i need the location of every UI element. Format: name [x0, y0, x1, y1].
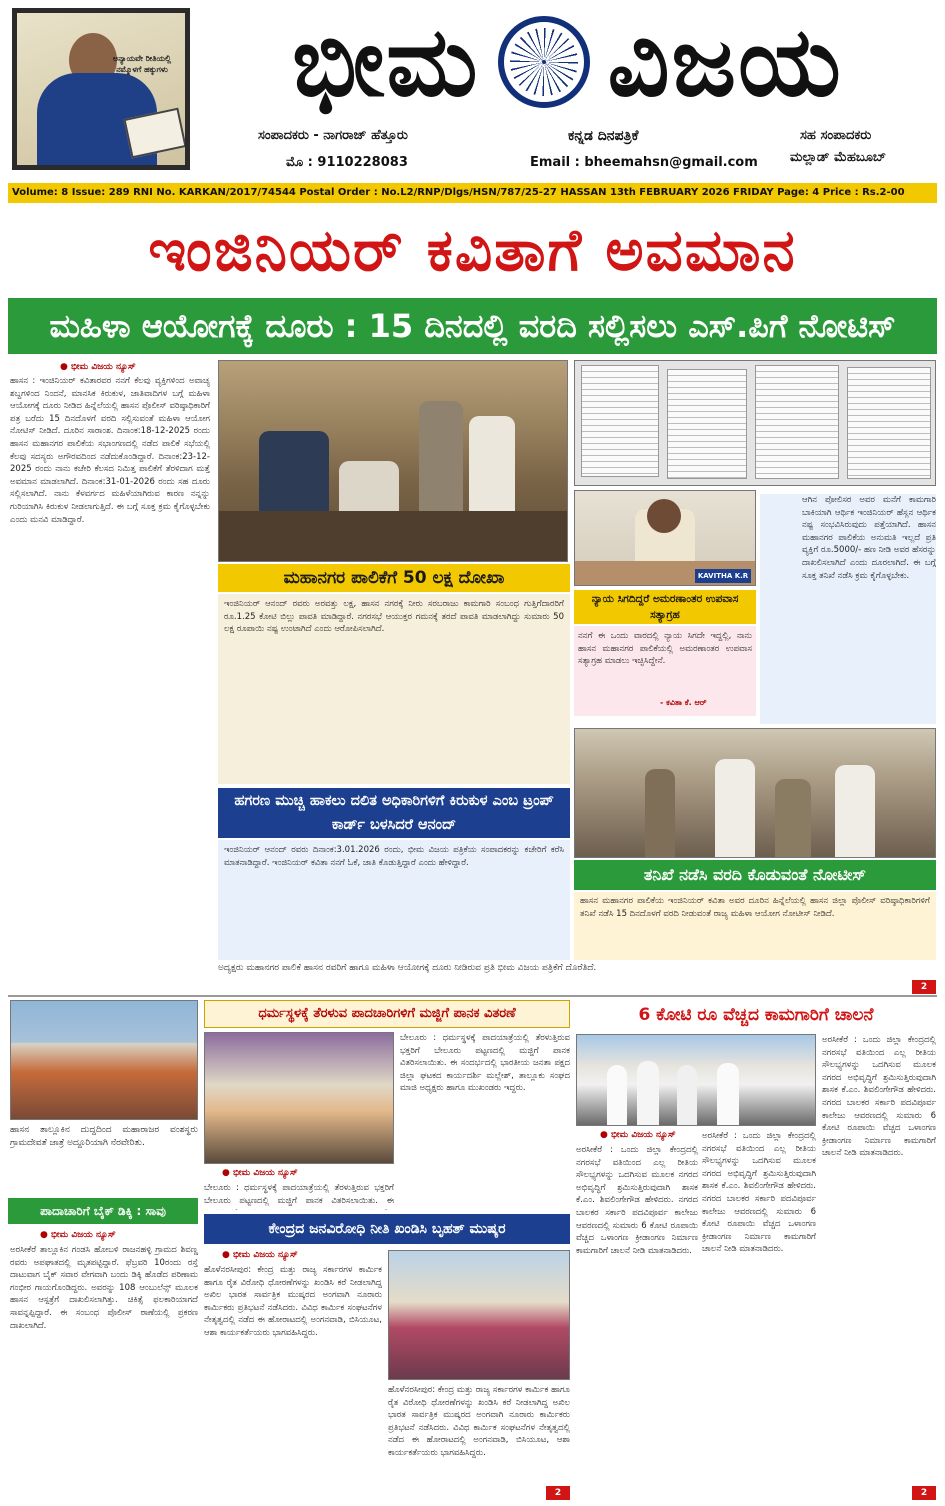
ashoka-chakra-icon — [498, 16, 590, 108]
continue-arrow-bottom[interactable]: 2 — [912, 1486, 936, 1500]
newspaper-logo — [205, 6, 930, 118]
logo-text-left: ಭೀಮ — [292, 5, 480, 118]
sub-headline: ಮಹಿಳಾ ಆಯೋಗಕ್ಕೆ ದೂರು : 15 ದಿನದಲ್ಲಿ ವರದಿ ಸಲ್ಲಿಸಲು ಎಸ್.ಪಿಗೆ ನೋಟಿಸ್ — [8, 298, 937, 354]
paper-type: ಕನ್ನಡ ದಿನಪತ್ರಿಕೆ — [568, 128, 639, 144]
sports-headline-bar: 6 ಕೋಟಿ ರೂ ವೆಚ್ಚದ ಕಾಮಗಾರಿಗೆ ಚಾಲನೆ — [638, 1005, 874, 1025]
strike-article-continued: ಹೊಳೆನರಸೀಪುರ: ಕೇಂದ್ರ ಮತ್ತು ರಾಜ್ಯ ಸರ್ಕಾರಗಳ ಕಾರ್ಮಿಕ ಹಾಗೂ ರೈತ ವಿರೋಧಿ ಧೋರಣೆಗಳನ್ನು ಖಂಡಿಸಿ ಕರೆ ನೀಡಲಾಗಿದ್ದ ಅಖಿಲ ಭಾರತ ಸಾರ್ವತ್ರಿಕ ಮುಷ್ಕರದ ಅಂಗವಾಗಿ ನೂರಾರು ಕಾರ್ಮಿಕರು ಪ್ರತಿಭಟನೆ ನಡೆಸಿದರು. ವಿವಿಧ ಕಾರ್ಮಿಕ ಸಂಘಟನೆಗಳ ನೇತೃತ್ವದಲ್ಲಿ ನಡೆದ ಈ ಹೋರಾಟದಲ್ಲಿ ಅಂಗನವಾಡಿ, ಬಿಸಿಯೂಟ, ಆಶಾ ಕಾರ್ಯಕರ್ತೆಯರು ಭಾಗವಹಿಸಿದ್ದರು. — [388, 1385, 570, 1458]
byline-text: ಭೀಮ ವಿಜಯ ನ್ಯೂಸ್ — [233, 1168, 298, 1178]
strike-article: ಹೊಳೆನರಸೀಪುರ: ಕೇಂದ್ರ ಮತ್ತು ರಾಜ್ಯ ಸರ್ಕಾರಗಳ ಕಾರ್ಮಿಕ ಹಾಗೂ ರೈತ ವಿರೋಧಿ ಧೋರಣೆಗಳನ್ನು ಖಂಡಿಸಿ ಕರೆ ನೀಡಲಾಗಿದ್ದ ಅಖಿಲ ಭಾರತ ಸಾರ್ವತ್ರಿಕ ಮುಷ್ಕರದ ಅಂಗವಾಗಿ ನೂರಾರು ಕಾರ್ಮಿಕರು ಪ್ರತಿಭಟನೆ ನಡೆಸಿದರು. ವಿವಿಧ ಕಾರ್ಮಿಕ ಸಂಘಟನೆಗಳ ನೇತೃತ್ವದಲ್ಲಿ ನಡೆದ ಈ ಹೋರಾಟದಲ್ಲಿ ಅಂಗನವಾಡಿ, ಬಿಸಿಯೂಟ, ಆಶಾ ಕಾರ್ಯಕರ್ತೆಯರು ಭಾಗವಹಿಸಿದ್ದರು. — [204, 1265, 382, 1338]
byline-buttermilk: ● ಭೀಮ ವಿಜಯ ನ್ಯೂಸ್ — [222, 1168, 298, 1178]
byline-top: ● ಭೀಮ ವಿಜಯ ನ್ಯೂಸ್ — [60, 362, 136, 372]
byline-text: ಭೀಮ ವಿಜಯ ನ್ಯೂಸ್ — [71, 362, 136, 372]
buttermilk-headline-bar: ಧರ್ಮಸ್ಥಳಕ್ಕೆ ತೆರಳುವ ಪಾದಚಾರಿಗಳಿಗೆ ಮಜ್ಜಿಗೆ ಪಾನಕ ವಿತರಣೆ — [204, 1000, 570, 1028]
ambedkar-portrait — [12, 8, 190, 170]
strike-headline-bar: ಕೇಂದ್ರದ ಜನವಿರೋಧಿ ನೀತಿ ಖಂಡಿಸಿ ಬೃಹತ್ ಮುಷ್ಕರ — [204, 1214, 570, 1244]
byline-text: ಭೀಮ ವಿಜಯ ನ್ಯೂಸ್ — [233, 1250, 298, 1260]
complaint-documents-photo — [574, 360, 936, 486]
fast-headline: ನ್ಯಾಯ ಸಿಗದಿದ್ದರೆ ಅಮರಣಾಂತರ ಉಪವಾಸ ಸತ್ಯಾಗ್ರಹ — [574, 590, 756, 624]
co-editor-name: ಮಲ್ಲಾಡ್ ಮೆಹಬೂಬ್ — [790, 150, 887, 165]
corporation-protest-photo — [574, 728, 936, 858]
festival-caption: ಹಾಸನ ತಾಲ್ಲೂಕಿನ ದುದ್ದದಿಂದ ಮಹಾರಾಜರ ವಂಶಸ್ಥರು ಗ್ರಾಮದೇವತೆ ಜಾತ್ರೆ ಅದ್ದೂರಿಯಾಗಿ ನೆರವೇರಿತು. — [10, 1125, 198, 1148]
editor-name: ಸಂಪಾದಕರು - ನಾಗರಾಜ್ ಹೆತ್ತೂರು — [258, 128, 408, 143]
portrait-quote: ಅನ್ಯಾಯವೇ ರೀತಿಯಲ್ಲಿ ನಮ್ಮೊಳಗೆ ಹಕ್ಕುಗಳು — [112, 54, 172, 74]
byline-sports: ● ಭೀಮ ವಿಜಯ ನ್ಯೂಸ್ — [600, 1130, 676, 1140]
strike-photo — [388, 1250, 570, 1380]
issue-info-band: Volume: 8 Issue: 289 RNI No. KARKAN/2017/74544 Postal Order : No.L2/RNP/Dlgs/HSN/787/25-27 HASSAN 13th FEBRUARY 2026 FRIDAY Page: 4 Price : Rs.2-00 — [8, 183, 937, 203]
logo-text-right: ವಿಜಯ — [607, 5, 843, 118]
buttermilk-article: ಬೇಲೂರು : ಧರ್ಮಸ್ಥಳಕ್ಕೆ ಪಾದಯಾತ್ರೆಯಲ್ಲಿ ತೆರಳುತ್ತಿರುವ ಭಕ್ತರಿಗೆ ಬೇಲೂರು ಪಟ್ಟಣದಲ್ಲಿ ಮಜ್ಜಿಗೆ ಪಾನಕ ವಿತರಿಸಲಾಯಿತು. ಈ ಸಂದರ್ಭದಲ್ಲಿ ಭಾರತೀಯ ಜನತಾ ಪಕ್ಷದ ಜಿಲ್ಲಾ ಘಟಕದ ಕಾರ್ಯದರ್ಶಿ ಮಲ್ಲೇಶ್, ತಾಲ್ಲೂಕು ಸಂಘದ ಮಾಜಿ ಅಧ್ಯಕ್ಷರು ಹಾಗೂ ಮುಖಂಡರು ಇದ್ದರು. — [400, 1033, 570, 1094]
notice-article: ಹಾಸನ ಮಹಾನಗರ ಪಾಲಿಕೆಯ ಇಂಜಿನಿಯರ್ ಕವಿತಾ ಅವರ ದೂರಿನ ಹಿನ್ನೆಲೆಯಲ್ಲಿ ಹಾಸನ ಜಿಲ್ಲಾ ಪೊಲೀಸ್ ವರಿಷ್ಠಾಧಿಕಾರಿಗಳಿಗೆ ತನಿಖೆ ನಡೆಸಿ 15 ದಿನದೊಳಗೆ ವರದಿ ನೀಡುವಂತೆ ರಾಜ್ಯ ಮಹಿಳಾ ಆಯೋಗ ನೋಟೀಸ್ ನೀಡಿದೆ. — [574, 892, 936, 960]
sports-article: ಅರಸೀಕೆರೆ : ಒಂದು ಜಿಲ್ಲಾ ಕೇಂದ್ರದಲ್ಲಿ ನಗರಸಭೆ ವತಿಯಿಂದ ಎಲ್ಲ ರೀತಿಯ ಸೌಲಭ್ಯಗಳನ್ನು ಒದಗಿಸುವ ಮೂಲಕ ನಗರದ ಅಭಿವೃದ್ಧಿಗೆ ಶ್ರಮಿಸುತ್ತಿರುವುದಾಗಿ ಶಾಸಕ ಕೆ.ಎಂ. ಶಿವಲಿಂಗೇಗೌಡ ಹೇಳಿದರು. ನಗರದ ಬಾಲಕರ ಸರ್ಕಾರಿ ಪದವಿಪೂರ್ವ ಕಾಲೇಜು ಆವರಣದಲ್ಲಿ ಸುಮಾರು 6 ಕೋಟಿ ರೂಪಾಯಿ ವೆಚ್ಚದ ಒಳಾಂಗಣ ಕ್ರೀಡಾಂಗಣ ನಿರ್ಮಾಣ ಕಾಮಗಾರಿಗೆ ಚಾಲನೆ ನೀಡಿ ಮಾತನಾಡಿದರು. — [576, 1145, 698, 1256]
festival-photo — [10, 1000, 198, 1120]
fast-article: ನನಗೆ ಈ ಒಂದು ವಾರದಲ್ಲಿ ನ್ಯಾಯ ಸಿಗದೇ ಇದ್ದಲ್ಲಿ, ನಾನು ಹಾಸನ ಮಹಾನಗರ ಪಾಲಿಕೆಯಲ್ಲಿ ಅಮರಣಾಂತರ ಉಪವಾಸ ಸತ್ಯಾಗ್ರಹ ಮಾಡಲು ಇಚ್ಛಿಸಿದ್ದೇನೆ. — [574, 626, 756, 716]
byline-strike: ● ಭೀಮ ವಿಜಯ ನ್ಯೂಸ್ — [222, 1250, 298, 1260]
contact-email[interactable]: Email : bheemahsn@gmail.com — [530, 155, 758, 170]
kavitha-photo — [574, 490, 756, 586]
sports-article-right: ಅರಸೀಕೆರೆ : ಒಂದು ಜಿಲ್ಲಾ ಕೇಂದ್ರದಲ್ಲಿ ನಗರಸಭೆ ವತಿಯಿಂದ ಎಲ್ಲ ರೀತಿಯ ಸೌಲಭ್ಯಗಳನ್ನು ಒದಗಿಸುವ ಮೂಲಕ ನಗರದ ಅಭಿವೃದ್ಧಿಗೆ ಶ್ರಮಿಸುತ್ತಿರುವುದಾಗಿ ಶಾಸಕ ಕೆ.ಎಂ. ಶಿವಲಿಂಗೇಗೌಡ ಹೇಳಿದರು. ನಗರದ ಬಾಲಕರ ಸರ್ಕಾರಿ ಪದವಿಪೂರ್ವ ಕಾಲೇಜು ಆವರಣದಲ್ಲಿ ಸುಮಾರು 6 ಕೋಟಿ ರೂಪಾಯಿ ವೆಚ್ಚದ ಒಳಾಂಗಣ ಕ್ರೀಡಾಂಗಣ ನಿರ್ಮಾಣ ಕಾಮಗಾರಿಗೆ ಚಾಲನೆ ನೀಡಿ ಮಾತನಾಡಿದರು. — [822, 1035, 936, 1159]
continue-arrow-top[interactable]: 2 — [912, 980, 936, 994]
buttermilk-photo — [204, 1032, 394, 1164]
council-meeting-photo — [218, 360, 568, 562]
byline-text: ಭೀಮ ವಿಜಯ ನ್ಯೂಸ್ — [51, 1230, 116, 1240]
fraud-headline-bar: ಮಹಾನಗರ ಪಾಲಿಕೆಗೆ 50 ಲಕ್ಷ ದೋಖಾ — [218, 564, 570, 592]
sports-article-continued: ಅರಸೀಕೆರೆ : ಒಂದು ಜಿಲ್ಲಾ ಕೇಂದ್ರದಲ್ಲಿ ನಗರಸಭೆ ವತಿಯಿಂದ ಎಲ್ಲ ರೀತಿಯ ಸೌಲಭ್ಯಗಳನ್ನು ಒದಗಿಸುವ ಮೂಲಕ ನಗರದ ಅಭಿವೃದ್ಧಿಗೆ ಶ್ರಮಿಸುತ್ತಿರುವುದಾಗಿ ಶಾಸಕ ಕೆ.ಎಂ. ಶಿವಲಿಂಗೇಗೌಡ ಹೇಳಿದರು. ನಗರದ ಬಾಲಕರ ಸರ್ಕಾರಿ ಪದವಿಪೂರ್ವ ಕಾಲೇಜು ಆವರಣದಲ್ಲಿ ಸುಮಾರು 6 ಕೋಟಿ ರೂಪಾಯಿ ವೆಚ್ಚದ ಒಳಾಂಗಣ ಕ್ರೀಡಾಂಗಣ ನಿರ್ಮಾಣ ಕಾಮಗಾರಿಗೆ ಚಾಲನೆ ನೀಡಿ ಮಾತನಾಡಿದರು. — [702, 1131, 816, 1255]
section-divider — [8, 995, 937, 997]
scam-article: ಇಂಜಿನಿಯರ್ ಆನಂದ್ ರವರು ದಿನಾಂಕ:3.01.2026 ರಂದು, ಭೀಮ ವಿಜಯ ಪತ್ರಿಕೆಯ ಸಂಪಾದಕರನ್ನು ಕಚೇರಿಗೆ ಕರೆಸಿ ಮಾತನಾಡಿದ್ದಾರೆ. ಇಂಜಿನಿಯರ್ ಕವಿತಾ ನನಗೆ ಓಕೆ, ಜಾತಿ ಕೊಡುತ್ತಿದ್ದಾರೆ ಎಂದು ಹೇಳಿದ್ದಾರೆ. — [218, 840, 570, 960]
left-column-article: ಹಾಸನ : ಇಂಜಿನಿಯರ್ ಕವಿತಾರವರ ನನಗೆ ಕೆಲವು ವ್ಯಕ್ತಿಗಳಿಂದ ಅವಾಚ್ಯ ಶಬ್ದಗಳಿಂದ ನಿಂದನೆ, ಮಾನಸಿಕ ಕಿರುಕುಳ, ಜಾತಿವಾದಿಗಳ ಬಗ್ಗೆ ಮಹಿಳಾ ಆಯೋಗಕ್ಕೆ ದೂರು ನೀಡಿದ ಹಿನ್ನೆಲೆಯಲ್ಲಿ ಹಾಸನ ಪೊಲೀಸ್ ವರಿಷ್ಠಾಧಿಕಾರಿಗೆ ಪತ್ರ ಬರೆದು 15 ದಿನದೊಳಗೆ ವರದಿ ಸಲ್ಲಿಸುವಂತೆ ಮಹಿಳಾ ಆಯೋಗ ನೋಟಿಸ್ ನೀಡಿದೆ. ದೂರಿನ ಸಾರಾಂಶ. ದಿನಾಂಕ:18-12-2025 ರಂದು ಹಾಸನ ಮಹಾನಗರ ಪಾಲಿಕೆಯ ಸಭಾಂಗಣದಲ್ಲಿ ನಡೆದ ಪಾಲಿಕೆ ಸಭೆಯಲ್ಲಿ ಕೆಲವು ಸದಸ್ಯರು ಅಗೌರವದಿಂದ ನಡೆದುಕೊಂಡಿದ್ದಾರೆ. ದಿನಾಂಕ:23-12-2025 ರಂದು ನಾನು ಕಚೇರಿ ಕೆಲಸದ ನಿಮಿತ್ತ ಪಾಲಿಕೆಗೆ ತೆರಳಿದಾಗ ಮತ್ತೆ ಅವಮಾನ ಮಾಡಲಾಗಿದೆ. ದಿನಾಂಕ:31-01-2026 ರಂದು ಸಹ ದೂರು ಸಲ್ಲಿಸಲಾಗಿದೆ. ನಾನು ಕೆಳವರ್ಗದ ಮಹಿಳೆಯಾಗಿರುವ ಕಾರಣ ನನ್ನನ್ನು ಗುರಿಯಾಗಿಸಿ ಕಿರುಕುಳ ನೀಡಲಾಗುತ್ತಿದೆ. ಈ ಬಗ್ಗೆ ಸೂಕ್ತ ಕ್ರಮ ಕೈಗೊಳ್ಳಬೇಕು ಎಂದು ಮನವಿ ಮಾಡಿದ್ದಾರೆ. — [10, 376, 210, 525]
co-editor-label: ಸಹ ಸಂಪಾದಕರು — [800, 128, 872, 143]
byline-accident: ● ಭೀಮ ವಿಜಯ ನ್ಯೂಸ್ — [40, 1230, 116, 1240]
fraud-article: ಇಂಜಿನಿಯರ್ ಆನಂದ್ ರವರು ಅರವತ್ತು ಲಕ್ಷ, ಹಾಸನ ನಗರಕ್ಕೆ ನೀರು ಸರಬರಾಜು ಕಾಮಗಾರಿ ಸಂಬಂಧ ಗುತ್ತಿಗೆದಾರರಿಗೆ ರೂ.1.25 ಕೋಟಿ ಬಿಲ್ಲು ಪಾವತಿ ಮಾಡಿದ್ದಾರೆ. ನಗರಸಭೆ ಆಯುಕ್ತರ ಗಮನಕ್ಕೆ ತರದೆ ಪಾವತಿ ಮಾಡಲಾಗಿದ್ದು ಸುಮಾರು 50 ಲಕ್ಷ ರೂಪಾಯಿ ನಷ್ಟ ಉಂಟಾಗಿದೆ ಎಂದು ಆರೋಪಿಸಲಾಗಿದೆ. — [218, 594, 570, 784]
fast-signature: - ಕವಿತಾ ಕೆ. ಆರ್ — [660, 698, 707, 707]
notice-headline-bar: ತನಿಖೆ ನಡೆಸಿ ವರದಿ ಕೊಡುವಂತೆ ನೋಟೀಸ್ — [574, 860, 936, 890]
nameplate: KAVITHA K.R — [695, 569, 751, 583]
scam-headline-bar: ಹಗರಣ ಮುಚ್ಚಿ ಹಾಕಲು ದಲಿತ ಅಧಿಕಾರಿಗಳಿಗೆ ಕಿರುಕುಳ ಎಂಬ ಟ್ರಂಪ್ ಕಾರ್ಡ್ ಬಳಸಿದರೆ ಆನಂದ್ — [218, 788, 570, 838]
buttermilk-intro: ಬೇಲೂರು : ಧರ್ಮಸ್ಥಳಕ್ಕೆ ಪಾದಯಾತ್ರೆಯಲ್ಲಿ ತೆರಳುತ್ತಿರುವ ಭಕ್ತರಿಗೆ ಬೇಲೂರು ಪಟ್ಟಣದಲ್ಲಿ ಮಜ್ಜಿಗೆ ಪಾನಕ ವಿತರಿಸಲಾಯಿತು. ಈ — [204, 1183, 394, 1206]
accident-headline-bar: ಪಾದಾಚಾರಿಗೆ ಬೈಕ್ ಡಿಕ್ಕಿ : ಸಾವು — [8, 1198, 198, 1224]
continue-arrow-mid[interactable]: 2 — [546, 1486, 570, 1500]
closing-line: ಅದ್ಯಕ್ಷರು ಮಹಾನಗರ ಪಾಲಿಕೆ ಹಾಸನ ರವರಿಗೆ ಹಾಗೂ ಮಹಿಳಾ ಆಯೋಗಕ್ಕೆ ದೂರು ನೀಡಿರುವ ಪ್ರತಿ ಭೀಮ ವಿಜಯ ಪತ್ರಿಕೆಗೆ ದೊರೆತಿದೆ. — [218, 963, 597, 973]
main-headline: ಇಂಜಿನಿಯರ್ ಕವಿತಾಗೆ ಅವಮಾನ — [148, 216, 797, 284]
byline-text: ಭೀಮ ವಿಜಯ ನ್ಯೂಸ್ — [611, 1130, 676, 1140]
accident-article: ಅರಸೀಕೆರೆ ತಾಲ್ಲೂಕಿನ ಗಂಡಸಿ ಹೋಬಳಿ ರಾಜನಹಳ್ಳಿ ಗ್ರಾಮದ ಶಿವಣ್ಣ ರವರು ಅಪಘಾತದಲ್ಲಿ ಮೃತಪಟ್ಟಿದ್ದಾರೆ. ಫೆಬ್ರವರಿ 10ರಂದು ರಸ್ತೆ ದಾಟುವಾಗ ಬೈಕ್ ಸವಾರ ವೇಗವಾಗಿ ಬಂದು ಡಿಕ್ಕಿ ಹೊಡೆದ ಪರಿಣಾಮ ಗಂಭೀರ ಗಾಯಗೊಂಡಿದ್ದರು. ಅವರನ್ನು 108 ಆಂಬುಲೆನ್ಸ್ ಮೂಲಕ ಹಾಸನ ಆಸ್ಪತ್ರೆಗೆ ದಾಖಲಿಸಲಾಗಿತ್ತು. ಚಿಕಿತ್ಸೆ ಫಲಕಾರಿಯಾಗದೆ ಸಾವನ್ನಪ್ಪಿದ್ದಾರೆ. ಈ ಸಂಬಂಧ ಪೊಲೀಸ್ ಠಾಣೆಯಲ್ಲಿ ಪ್ರಕರಣ ದಾಖಲಾಗಿದೆ. — [10, 1245, 198, 1331]
inauguration-photo — [576, 1034, 816, 1126]
editor-phone: ಮೊ : 9110228083 — [286, 155, 408, 170]
quote-article: ಆಗಿನ ಪೋಲಿಸರ ಅವರ ಮನೆಗೆ ಕಾಮಗಾರಿ ಬಾಕಿಯಾಗಿ ಆರ್ಥಿಕ ಇಂಜಿನಿಯರ್ ಹೆಸ್ಲನ ಆರ್ಥಿಕ ನಷ್ಟ ಸಂಭವಿಸಿರುವುದು ಪತ್ತೆಯಾಗಿದೆ. ಹಾಸನ ಮಹಾನಗರ ಪಾಲಿಕೆಯ ಅನುಮತಿ ಇಲ್ಲದೆ ಪ್ರತಿ ವ್ಯಕ್ತಿಗೆ ರೂ.5000/- ಹಣ ನೀಡಿ ಅವರ ಹೆಸರನ್ನು ದಾಖಲಿಸಲಾಗಿದೆ ಎಂದು ದೂರಲಾಗಿದೆ. ಈ ಬಗ್ಗೆ ಸೂಕ್ತ ತನಿಖೆ ನಡೆಸಿ ಕ್ರಮ ಕೈಗೊಳ್ಳಬೇಕು. — [760, 494, 936, 724]
